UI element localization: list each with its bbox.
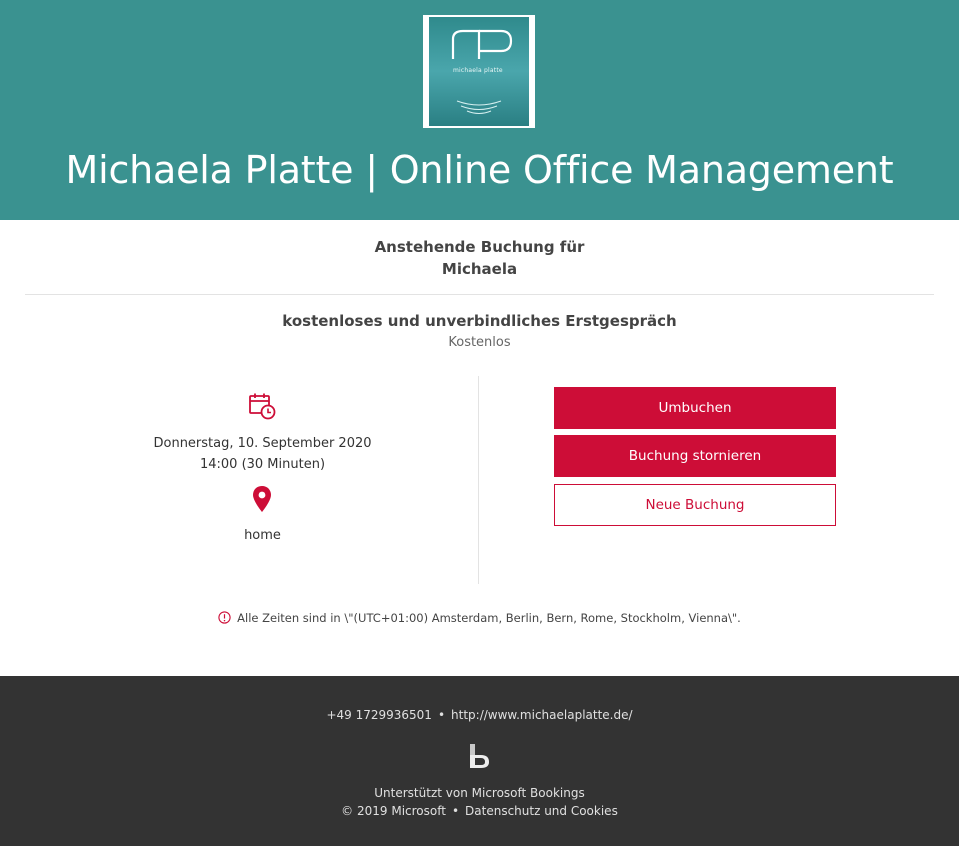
calendar-clock-icon bbox=[248, 392, 276, 420]
booking-datetime bbox=[60, 433, 465, 475]
footer-separator: • bbox=[451, 804, 460, 818]
booking-time: 14:00 (30 Minuten) bbox=[199, 457, 326, 472]
privacy-link[interactable]: Datenschutz und Cookies bbox=[465, 804, 618, 818]
cancel-booking-button[interactable]: Buchung stornieren bbox=[554, 435, 836, 477]
microsoft-bookings-icon bbox=[469, 743, 491, 769]
booking-customer-name: Michaela bbox=[441, 260, 518, 278]
footer-phone[interactable]: +49 1729936501 bbox=[326, 708, 432, 722]
info-circle-icon bbox=[218, 611, 231, 624]
logo-wordmark: michaela platte bbox=[453, 67, 503, 74]
booking-location: home bbox=[244, 528, 281, 543]
booking-heading-line1: Anstehende Buchung für bbox=[374, 238, 585, 256]
new-booking-button[interactable]: Neue Buchung bbox=[554, 484, 836, 526]
service-price: Kostenlos bbox=[448, 335, 511, 350]
footer-website-link[interactable]: http://www.michaelaplatte.de/ bbox=[451, 708, 633, 722]
booking-details bbox=[60, 380, 465, 580]
site-header bbox=[0, 0, 959, 220]
site-footer bbox=[0, 676, 959, 846]
footer-copyright bbox=[0, 804, 959, 818]
timezone-text: Alle Zeiten sind in \"(UTC+01:00) Amsterdam, Berlin, Bern, Rome, Stockholm, Vienna\". bbox=[237, 611, 741, 625]
timezone-note bbox=[0, 611, 959, 625]
reschedule-button[interactable]: Umbuchen bbox=[554, 387, 836, 429]
logo-image bbox=[429, 17, 529, 126]
map-pin-icon bbox=[252, 485, 272, 513]
footer-contact bbox=[0, 708, 959, 722]
footer-supported-by: Unterstützt von Microsoft Bookings bbox=[374, 786, 585, 800]
site-title: Michaela Platte | Online Office Management bbox=[65, 148, 894, 192]
divider bbox=[25, 294, 934, 295]
service-name: kostenloses und unverbindliches Erstgespräch bbox=[282, 312, 677, 330]
copyright-text: © 2019 Microsoft bbox=[341, 804, 446, 818]
booking-heading bbox=[0, 236, 959, 280]
footer-separator: • bbox=[437, 708, 446, 722]
booking-date: Donnerstag, 10. September 2020 bbox=[153, 436, 372, 451]
column-divider bbox=[478, 376, 479, 584]
logo bbox=[423, 15, 535, 128]
